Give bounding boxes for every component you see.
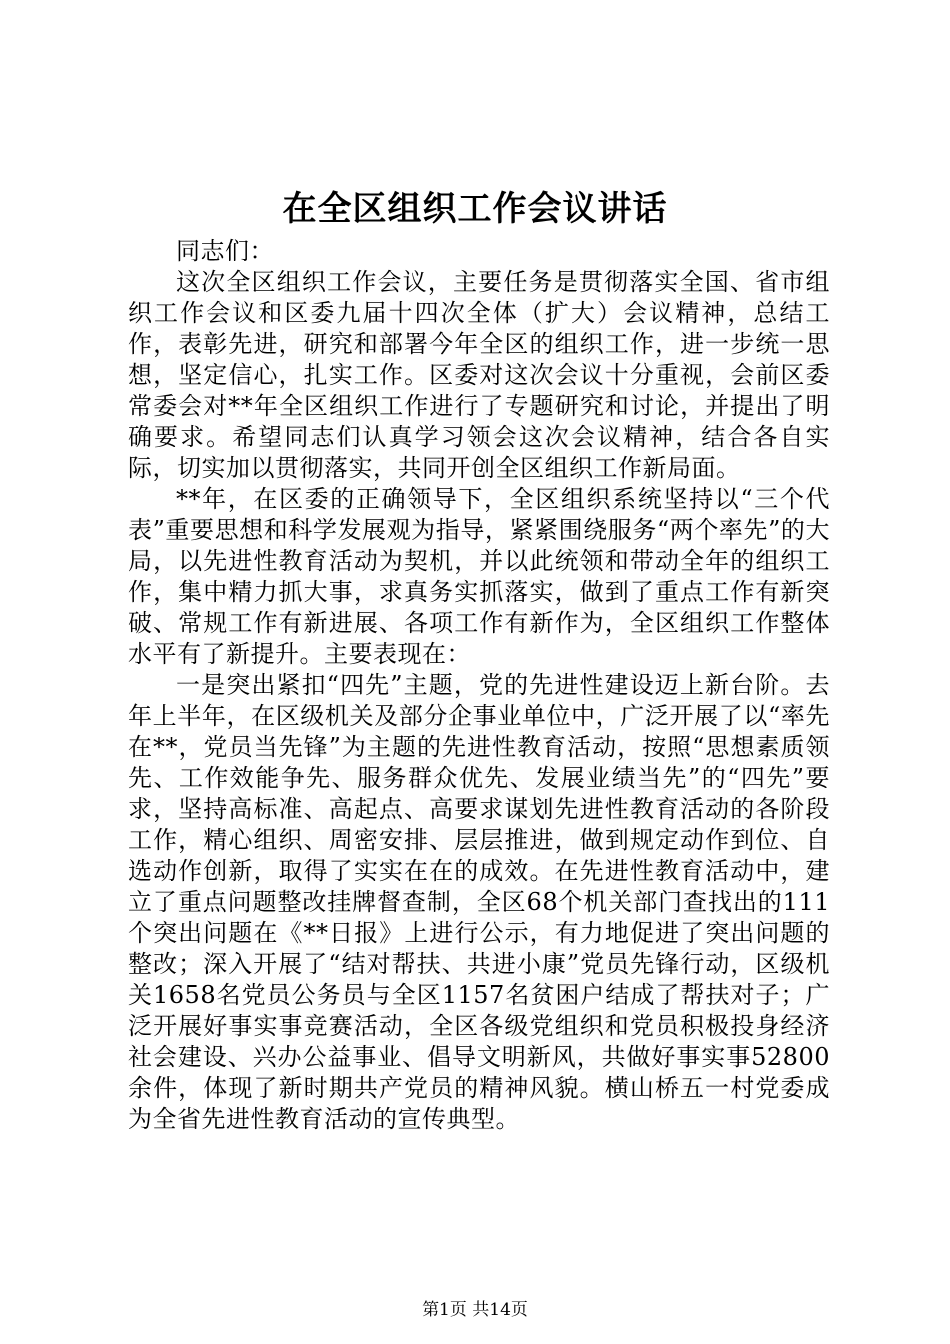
document-body	[128, 236, 830, 1135]
paragraph-3: 一是突出紧扣“四先”主题，党的先进性建设迈上新台阶。去年上半年，在区级机关及部分企事业单位中，广泛开展了以“率先在**，党员当先锋”为主题的先进性教育活动，按照“思想素质领先、工作效能争先、服务群众优先、发展业绩当先”的“四先”要求，坚持高标准、高起点、高要求谋划先进性教育活动的各阶段工作，精心组织、周密安排、层层推进，做到规定动作到位、自选动作创新，取得了实实在在的成效。在先进性教育活动中，建立了重点问题整改挂牌督查制，全区68个机关部门查找出的111个突出问题在《**日报》上进行公示，有力地促进了突出问题的整改；深入开展了“结对帮扶、共进小康”党员先锋行动，区级机关1658名党员公务员与全区1157名贫困户结成了帮扶对子；广泛开展好事实事竞赛活动，全区各级党组织和党员积极投身经济社会建设、兴办公益事业、倡导文明新风，共做好事实事52800余件，体现了新时期共产党员的精神风貌。横山桥五一村党委成为全省先进性教育活动的宣传典型。	[128, 671, 830, 1133]
document-title: 在全区组织工作会议讲话	[282, 189, 668, 229]
paragraph-2: **年，在区委的正确领导下，全区组织系统坚持以“三个代表”重要思想和科学发展观为指导，紧紧围绕服务“两个率先”的大局，以先进性教育活动为契机，并以此统领和带动全年的组织工作，集中精力抓大事，求真务实抓落实，做到了重点工作有新突破、常规工作有新进展、各项工作有新作为，全区组织工作整体水平有了新提升。主要表现在：	[128, 485, 830, 668]
salutation: 同志们：	[176, 237, 274, 265]
page-footer: 第1页 共14页	[422, 1300, 528, 1320]
paragraph-1: 这次全区组织工作会议，主要任务是贯彻落实全国、省市组织工作会议和区委九届十四次全体（扩大）会议精神，总结工作，表彰先进，研究和部署今年全区的组织工作，进一步统一思想，坚定信心，扎实工作。区委对这次会议十分重视，会前区委常委会对**年全区组织工作进行了专题研究和讨论，并提出了明确要求。希望同志们认真学习领会这次会议精神，结合各自实际，切实加以贯彻落实，共同开创全区组织工作新局面。	[128, 268, 830, 482]
